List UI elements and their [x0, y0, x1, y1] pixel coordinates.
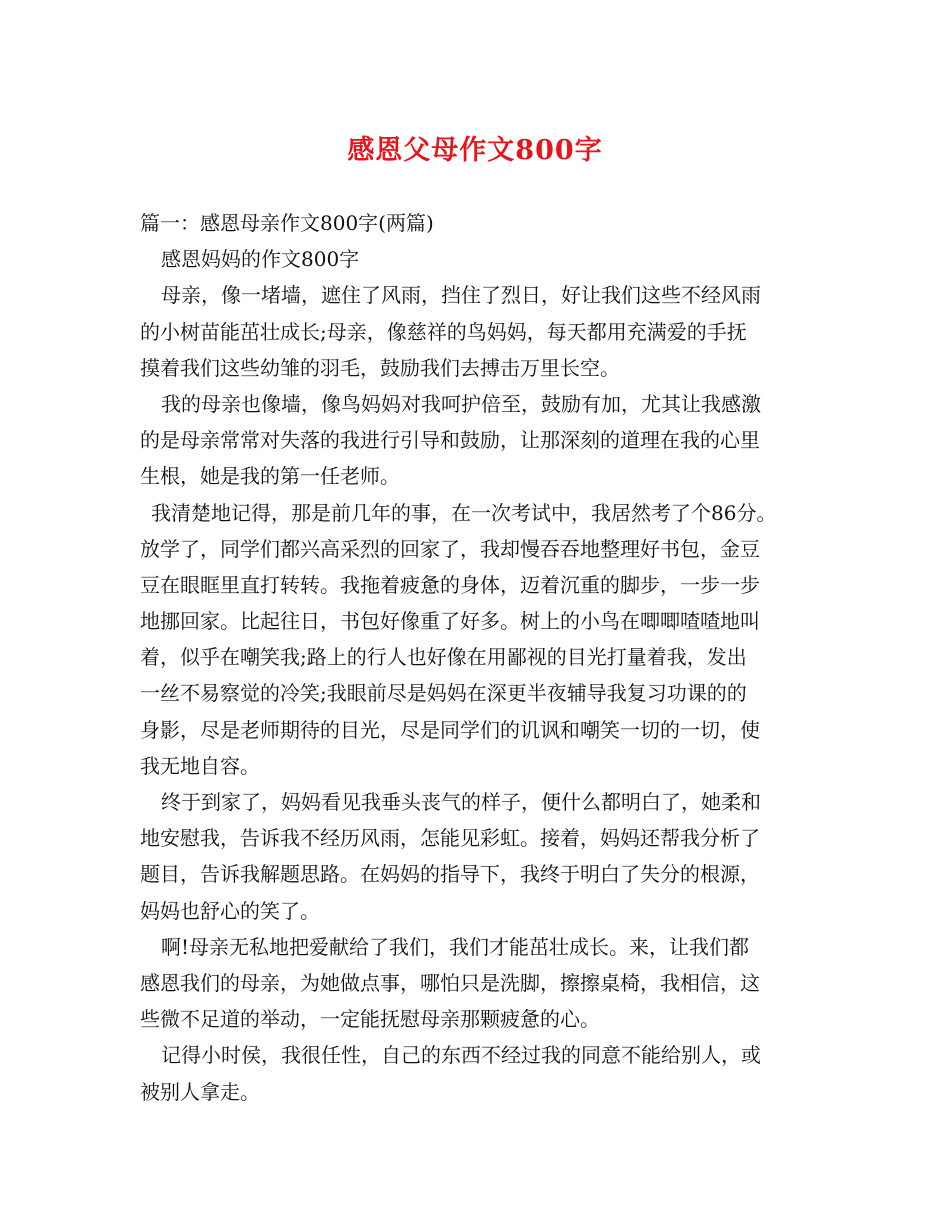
document-title: 感恩父母作文800字 — [347, 135, 603, 166]
text-line: 母亲，像一堵墙，遮住了风雨，挡住了烈日，好让我们这些不经风雨 — [161, 283, 761, 308]
text-line: 着，似乎在嘲笑我;路上的行人也好像在用鄙视的目光打量着我，发出 — [140, 645, 747, 670]
text-line: 我的母亲也像墙，像鸟妈妈对我呵护倍至，鼓励有加，尤其让我感激 — [161, 391, 761, 416]
text-line: 生根，她是我的第一任老师。 — [140, 464, 400, 489]
text-line: 的是母亲常常对失落的我进行引导和鼓励，让那深刻的道理在我的心里 — [140, 428, 760, 453]
text-line: 地安慰我，告诉我不经历风雨，怎能见彩虹。接着，妈妈还帮我分析了 — [140, 826, 760, 851]
text-line: 记得小时侯，我很任性，自己的东西不经过我的同意不能给别人，或 — [161, 1043, 761, 1068]
text-line: 啊!母亲无私地把爱献给了我们，我们才能茁壮成长。来，让我们都 — [161, 934, 750, 959]
text-line: 些微不足道的举动，一定能抚慰母亲那颗疲惫的心。 — [140, 1007, 600, 1032]
text-line: 妈妈也舒心的笑了。 — [140, 898, 320, 923]
text-line: 感恩我们的母亲，为她做点事，哪怕只是洗脚，擦擦桌椅，我相信，这 — [140, 970, 760, 995]
text-line: 摸着我们这些幼雏的羽毛，鼓励我们去搏击万里长空。 — [140, 355, 620, 380]
text-line: 身影，尽是老师期待的目光，尽是同学们的讥讽和嘲笑一切的一切，使 — [140, 717, 760, 742]
text-line: 放学了，同学们都兴高采烈的回家了，我却慢吞吞地整理好书包，金豆 — [140, 536, 760, 561]
document-body — [140, 205, 830, 1110]
section-subheading: 感恩妈妈的作文800字 — [161, 247, 360, 272]
section-heading: 篇一：感恩母亲作文800字(两篇) — [140, 211, 434, 235]
text-line: 终于到家了，妈妈看见我垂头丧气的样子，便什么都明白了，她柔和 — [161, 790, 761, 814]
text-line: 的小树苗能茁壮成长;母亲，像慈祥的鸟妈妈，每天都用充满爱的手抚 — [140, 319, 747, 344]
text-line: 一丝不易察觉的冷笑;我眼前尽是妈妈在深更半夜辅导我复习功课的的 — [140, 681, 747, 706]
text-line: 我清楚地记得，那是前几年的事，在一次考试中，我居然考了个86分。 — [151, 500, 777, 525]
text-line: 被别人拿走。 — [140, 1079, 260, 1104]
text-line: 我无地自容。 — [140, 753, 260, 778]
text-line: 豆在眼眶里直打转转。我拖着疲惫的身体，迈着沉重的脚步，一步一步 — [140, 572, 760, 597]
text-line: 地挪回家。比起往日，书包好像重了好多。树上的小鸟在唧唧喳喳地叫 — [140, 609, 760, 634]
text-line: 题目，告诉我解题思路。在妈妈的指导下，我终于明白了失分的根源， — [140, 862, 760, 887]
